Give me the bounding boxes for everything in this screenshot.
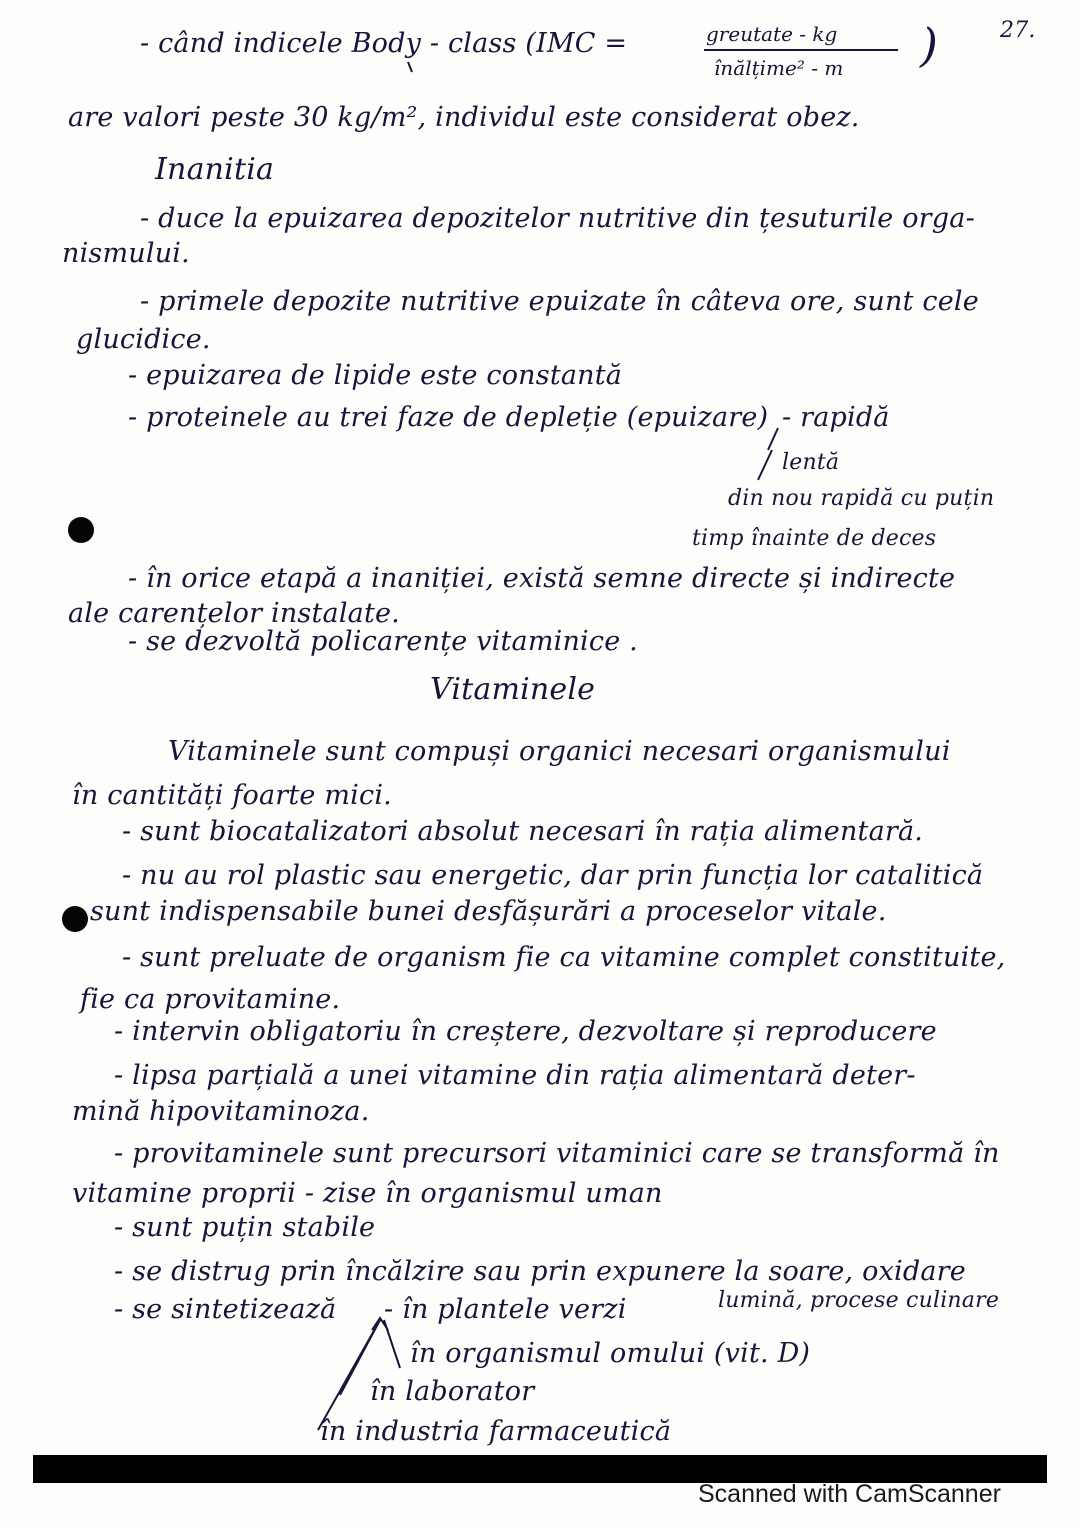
line-obez: are valori peste 30 kg/m², individul este considerat obez. [68, 102, 860, 133]
page-number: 27. [1000, 18, 1036, 43]
line-vitamine-proprii: vitamine proprii - zise în organismul uman [72, 1178, 663, 1209]
synth-laborator: în laborator [370, 1376, 535, 1407]
line-cantitati: în cantități foarte mici. [72, 780, 392, 811]
synth-arrow-2 [318, 1320, 380, 1430]
line-distrug: - se distrug prin încălzire sau prin expunere la soare, oxidare [114, 1256, 966, 1287]
heading-inanitia: Inanitia [155, 152, 275, 187]
synth-industria: în industria farmaceutică [320, 1416, 672, 1447]
line-sintetizeaza: - se sintetizează [114, 1294, 337, 1325]
line-proteine: - proteinele au trei faze de depleție (epuizare) [128, 402, 769, 433]
line-intervin: - intervin obligatoriu în creștere, dezvoltare și reproducere [114, 1016, 937, 1047]
line-provitamine: fie ca provitamine. [80, 984, 341, 1015]
binder-hole-icon-2 [62, 906, 88, 932]
line-putin-stabile: - sunt puțin stabile [114, 1212, 376, 1243]
fraction-numerator: greutate - kg [706, 22, 838, 46]
synth-organism: în organismul omului (vit. D) [410, 1338, 811, 1369]
fraction-bar [704, 49, 898, 51]
line-organismului: nismului. [62, 238, 190, 269]
synth-plante: - în plantele verzi [384, 1294, 627, 1325]
line-provitaminele: - provitaminele sunt precursori vitaminici care se transformă în [114, 1138, 1000, 1169]
line-primele-depozite: - primele depozite nutritive epuizate în câteva ore, sunt cele [140, 286, 979, 317]
line-biocatalizatori: - sunt biocatalizatori absolut necesari în rația alimentară. [122, 816, 924, 847]
fraction-denominator: înălțime² - m [714, 56, 844, 80]
line-policarente: - se dezvoltă policarențe vitaminice . [128, 626, 638, 657]
line-lipsa: - lipsa parțială a unei vitamine din rația alimentară deter- [114, 1060, 916, 1091]
binder-hole-icon [68, 517, 94, 543]
phase-lenta: lentă [782, 450, 840, 475]
phase-din-nou-rapida: din nou rapidă cu puțin [728, 486, 995, 511]
camscanner-watermark: Scanned with CamScanner [698, 1480, 1001, 1508]
line-preluate: - sunt preluate de organism fie ca vitamine complet constituite, [122, 942, 1006, 973]
line-lumina-culinare: lumină, procese culinare [718, 1288, 1000, 1313]
phase-rapida: - rapidă [782, 402, 890, 433]
scan-bottom-bar [33, 1455, 1047, 1483]
line-indispensabile: sunt indispensabile bunei desfășurări a proceselor vitale. [90, 896, 887, 927]
phase-inainte-deces: timp înainte de deces [692, 526, 937, 551]
line-imc: - când indicele Body - class (IMC = [140, 28, 628, 59]
line-glucidice: glucidice. [76, 324, 211, 355]
line-rol-plastic: - nu au rol plastic sau energetic, dar prin funcția lor catalitică [122, 860, 984, 891]
line-hipovitaminoza: mină hipovitaminoza. [72, 1096, 370, 1127]
line-carente: ale carențelor instalate. [68, 598, 400, 629]
line-vitamine-compusi: Vitaminele sunt compuși organici necesari organismului [168, 736, 951, 767]
line-orice-etapa: - în orice etapă a inaniției, există semne directe și indirecte [128, 563, 956, 594]
heading-vitaminele: Vitaminele [430, 672, 596, 707]
line-lipide: - epuizarea de lipide este constantă [128, 360, 623, 391]
phase-connector-2 [758, 450, 772, 480]
phase-connector-1 [768, 428, 778, 450]
closing-parenthesis: ) [920, 18, 938, 72]
line-epuizare-depozite: - duce la epuizarea depozitelor nutritive din țesuturile orga- [140, 203, 975, 234]
